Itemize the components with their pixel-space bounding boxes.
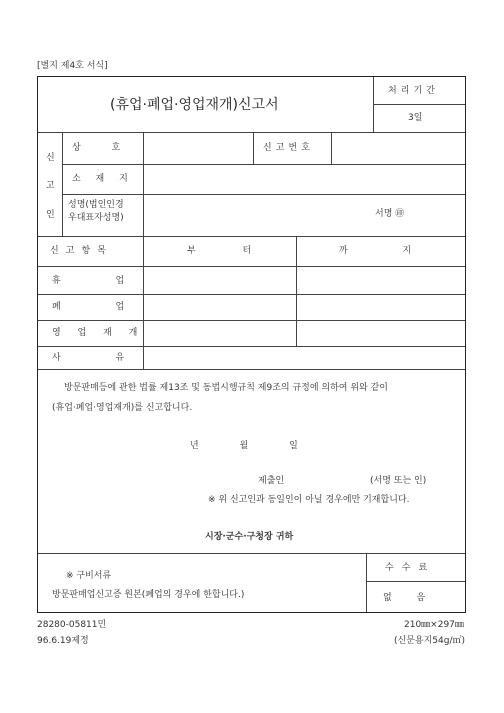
- submitter-label: 제출인: [258, 476, 285, 486]
- row-label-reason: 사 유: [52, 353, 125, 363]
- processing-value: 3일: [408, 113, 423, 123]
- items-header: 신 고 항 목: [50, 246, 107, 256]
- date-line: 년 월 일: [190, 441, 298, 451]
- declarant-side-1: 신: [46, 153, 55, 163]
- fee-value: 없 음: [383, 593, 426, 603]
- footer-date: 96.6.19제정: [37, 636, 89, 646]
- processing-label: 처 리 기 간: [388, 86, 436, 96]
- name-label-2: 우대표자성명): [68, 213, 124, 223]
- to-header: 까 지: [339, 246, 412, 256]
- footer-size: 210㎜×297㎜: [404, 620, 464, 630]
- sign-note: (서명 또는 인): [370, 476, 427, 486]
- documents-header: ※ 구비서류: [66, 571, 112, 581]
- from-header: 부 터: [187, 246, 252, 256]
- row-label-suspend: 휴 업: [52, 276, 125, 286]
- documents-item: 방문판매업신고증 원본(폐업의 경우에 한합니다.): [52, 590, 245, 600]
- recipient: 시장·군수·구청장 귀하: [205, 532, 294, 542]
- note-text: ※ 위 신고인과 동일인이 아닐 경우에만 기재합니다.: [208, 495, 410, 505]
- form-label: [별지 제4호 서식]: [37, 61, 108, 71]
- signature-mark: 서명 ㊞: [375, 209, 405, 219]
- fee-label: 수 수 료: [385, 563, 428, 573]
- footer-paper: (신문용지54g/㎡): [394, 636, 465, 646]
- report-no-label: 신 고 번 호: [263, 143, 311, 153]
- footer-code: 28280-05811민: [37, 620, 107, 630]
- row-label-close: 폐 업: [52, 302, 125, 312]
- row-label-resume: 영 업 재 개: [52, 328, 138, 338]
- statement-line-1: 방문판매등에 관한 법률 제13조 및 동법시행규칙 제9조의 규정에 의하여 위와 같이: [64, 383, 388, 393]
- statement-line-2: (휴업·폐업·영업재개)를 신고합니다.: [52, 403, 193, 413]
- name-label-1: 성명(법인인경: [68, 200, 124, 210]
- business-name-label: 상 호: [72, 143, 121, 153]
- declarant-side-2: 고: [46, 181, 55, 191]
- location-label: 소 재 지: [72, 174, 128, 184]
- declarant-side-3: 인: [46, 210, 55, 220]
- form-title: (휴업·폐업·영업재개)신고서: [110, 97, 279, 113]
